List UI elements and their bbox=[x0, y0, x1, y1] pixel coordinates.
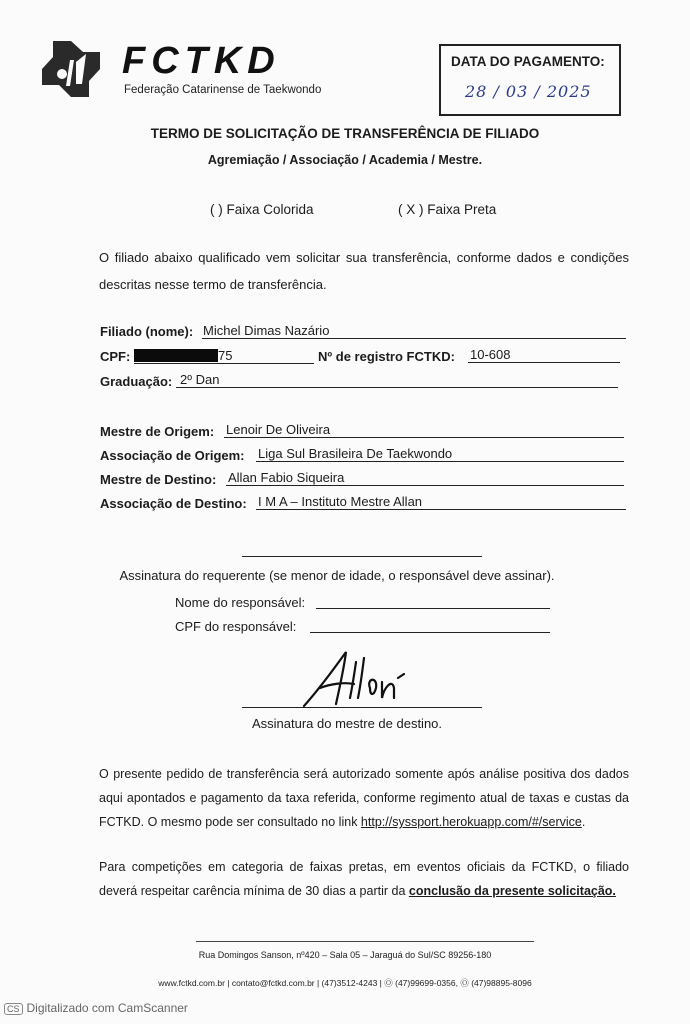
field-mestre-destino-label: Mestre de Destino: bbox=[100, 472, 217, 487]
field-graduacao bbox=[100, 374, 172, 389]
requerente-signature-caption: Assinatura do requerente (se menor de idade, o responsável deve assinar). bbox=[119, 568, 555, 583]
footer-address: Rua Domingos Sanson, nº420 – Sala 05 – Jaraguá do Sul/SC 89256-180 bbox=[198, 950, 492, 960]
field-mestre-destino-value: Allan Fabio Siqueira bbox=[228, 470, 345, 485]
intro-paragraph: O filiado abaixo qualificado vem solicitar sua transferência, conforme dados e condições descritas nesse termo de transferência. bbox=[99, 250, 629, 292]
camscanner-watermark bbox=[4, 1001, 188, 1015]
footer-divider bbox=[196, 941, 534, 942]
document-title: TERMO DE SOLICITAÇÃO DE TRANSFERÊNCIA DE FILIADO bbox=[150, 126, 540, 141]
field-registro-label: Nº de registro FCTKD: bbox=[318, 349, 455, 364]
field-filiado-value: Michel Dimas Nazário bbox=[203, 323, 330, 338]
payment-date-value: 28 / 03 / 2025 bbox=[465, 82, 592, 101]
brand-name: FCTKD bbox=[122, 40, 281, 82]
payment-date-box bbox=[439, 44, 621, 116]
competition-note bbox=[99, 855, 629, 903]
field-mestre-origem bbox=[100, 424, 214, 439]
field-mestre-origem-label: Mestre de Origem: bbox=[100, 424, 215, 439]
field-mestre-origem-value: Lenoir De Oliveira bbox=[226, 422, 331, 437]
authorization-note bbox=[99, 762, 629, 834]
camscanner-text: Digitalizado com CamScanner bbox=[26, 1001, 188, 1015]
competition-note-text: Para competições em categoria de faixas pretas, em eventos oficiais da FCTKD, o filiado deverá respeitar carência mínima de 30 dias a partir da bbox=[99, 860, 629, 898]
field-filiado bbox=[100, 324, 193, 339]
field-assoc-origem-value: Liga Sul Brasileira De Taekwondo bbox=[258, 446, 453, 461]
mestre-signature-caption: Assinatura do mestre de destino. bbox=[251, 716, 443, 731]
payment-date-label: DATA DO PAGAMENTO: bbox=[451, 54, 605, 69]
field-registro-value: 10-608 bbox=[470, 347, 511, 362]
footer-contacts: www.fctkd.com.br | contato@fctkd.com.br | (47)3512-4243 | Ⓞ (47)99699-0356, Ⓞ (47)98895-8096 bbox=[158, 978, 532, 988]
field-filiado-label: Filiado (nome): bbox=[100, 324, 194, 339]
field-graduacao-line bbox=[176, 371, 618, 388]
field-cpf bbox=[100, 349, 130, 364]
document-subtitle: Agremiação / Associação / Academia / Mestre. bbox=[207, 153, 483, 167]
belt-colored-option: ( ) Faixa Colorida bbox=[210, 202, 314, 217]
field-graduacao-label: Graduação: bbox=[100, 374, 173, 389]
field-graduacao-value: 2º Dan bbox=[180, 372, 220, 387]
belt-black-option: ( X ) Faixa Preta bbox=[398, 202, 497, 217]
field-mestre-destino bbox=[100, 472, 216, 487]
field-assoc-origem-label: Associação de Origem: bbox=[100, 448, 245, 463]
authorization-note-text: O presente pedido de transferência será autorizado somente após análise positiva dos dados aqui apontados e pagamento da taxa referida, conforme regimento atual de taxas e custas da FCTKD. O mesmo pode ser consultado no link bbox=[99, 767, 629, 829]
field-assoc-destino-label: Associação de Destino: bbox=[100, 496, 247, 511]
brand-subtitle: Federação Catarinense de Taekwondo bbox=[124, 84, 322, 96]
camscanner-badge: CS bbox=[4, 1003, 23, 1015]
taekwondo-logo-icon bbox=[40, 40, 102, 98]
field-assoc-destino-value: I M A – Instituto Mestre Allan bbox=[258, 494, 423, 509]
responsavel-cpf-line bbox=[310, 616, 550, 633]
field-assoc-origem bbox=[100, 448, 245, 463]
field-cpf-label: CPF: bbox=[100, 349, 131, 364]
cpf-redaction bbox=[134, 349, 218, 362]
syssport-link[interactable]: http://syssport.herokuapp.com/#/service bbox=[360, 815, 582, 829]
mestre-signature-line bbox=[242, 693, 482, 708]
responsavel-nome-label: Nome do responsável: bbox=[175, 595, 306, 610]
field-registro bbox=[318, 349, 455, 364]
authorization-note-end: . bbox=[581, 815, 586, 829]
requerente-signature-line bbox=[242, 542, 482, 557]
field-assoc-destino bbox=[100, 496, 247, 511]
responsavel-nome-line bbox=[316, 592, 550, 609]
competition-note-emphasis: conclusão da presente solicitação. bbox=[408, 884, 616, 898]
field-cpf-value: 75 bbox=[218, 348, 233, 363]
responsavel-cpf-label: CPF do responsável: bbox=[175, 619, 297, 634]
